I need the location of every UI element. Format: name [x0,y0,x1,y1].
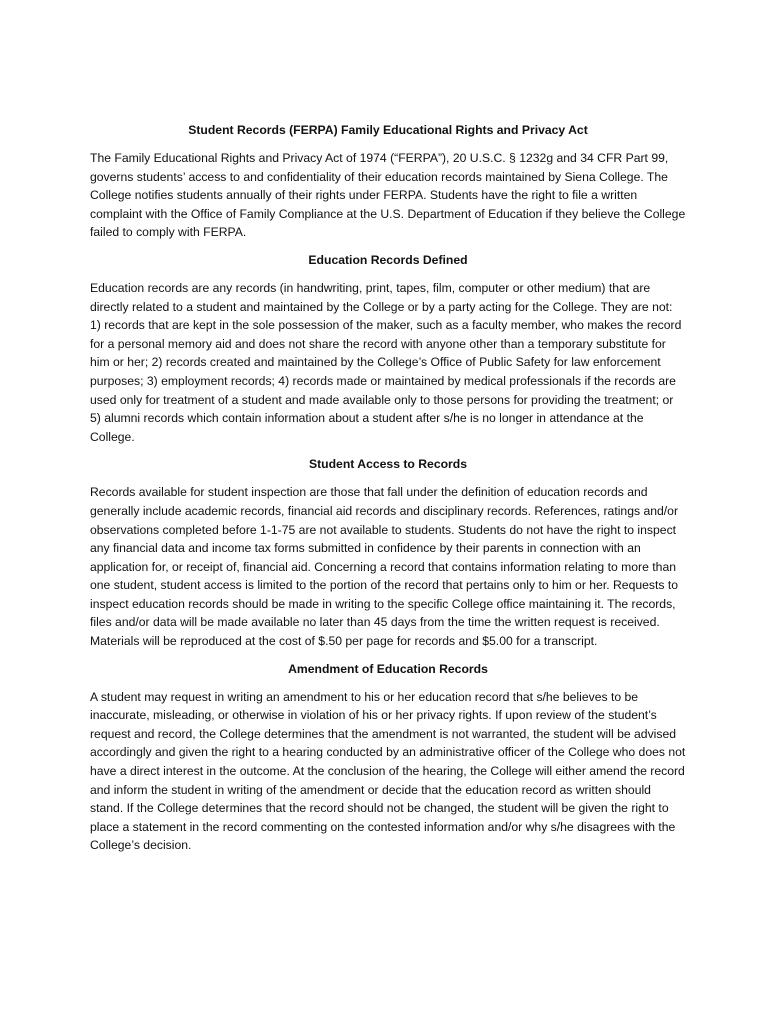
document-page [90,121,686,864]
intro-paragraph: The Family Educational Rights and Privacy Act of 1974 (“FERPA”), 20 U.S.C. § 1232g and 34 CFR Part 99, governs students’ access to and confidentiality of their education records maintained by Siena College. The College notifies students annually of their rights under FERPA. Students have the right to file a written complaint with the Office of Family Compliance at the U.S. Department of Education if they believe the College failed to comply with FERPA. [90,151,686,240]
section-heading-amendment: Amendment of Education Records [288,661,488,676]
section-heading-student-access: Student Access to Records [308,457,468,472]
section-body-amendment: A student may request in writing an amendment to his or her education record that s/he believes to be inaccurate, misleading, or otherwise in violation of his or her privacy rights. If upon review of the student’s request and record, the College determines that the amendment is not warranted, the student will be advised accordingly and given the right to a hearing conducted by an administrative officer of the College who does not have a direct interest in the outcome. At the conclusion of the hearing, the College will either amend the record and inform the student in writing of the amendment or decide that the education record as written should stand. If the College determines that the record should not be changed, the student will be given the right to place a statement in the record commenting on the contested information and/or why s/he disagrees with the College’s decision. [90,689,686,853]
section-heading-education-records-defined: Education Records Defined [308,252,468,267]
section-body-student-access: Records available for student inspection are those that fall under the definition of education records and generally include academic records, financial aid records and disciplinary records. References, ratings and/or observations completed before 1-1-75 are not available to students. Students do not have the right to inspect any financial data and income tax forms submitted in confidence by their parents in connection with an application for, or receipt of, financial aid. Concerning a record that contains information relating to more than one student, student access is limited to the portion of the record that pertains only to him or her. Requests to inspect education records should be made in writing to the specific College office maintaining it. The records, files and/or data will be made available no later than 45 days from the time the written request is received. Materials will be reproduced at the cost of $.50 per page for records and $5.00 for a transcript. [90,485,679,649]
section-body-education-records-defined: Education records are any records (in handwriting, print, tapes, film, computer or other medium) that are directly related to a student and maintained by the College or by a party acting for the College. They are not: 1) records that are kept in the sole possession of the maker, such as a faculty member, who makes the record for a personal memory aid and does not share the record with anyone other than a temporary substitute for him or her; 2) records created and maintained by the College’s Office of Public Safety for law enforcement purposes; 3) employment records; 4) records made or maintained by medical professionals if the records are used only for treatment of a student and made available only to those persons for providing the treatment; or 5) alumni records which contain information about a student after s/he is no longer in attendance at the College. [90,280,682,444]
document-title: Student Records (FERPA) Family Educational Rights and Privacy Act [188,123,588,137]
